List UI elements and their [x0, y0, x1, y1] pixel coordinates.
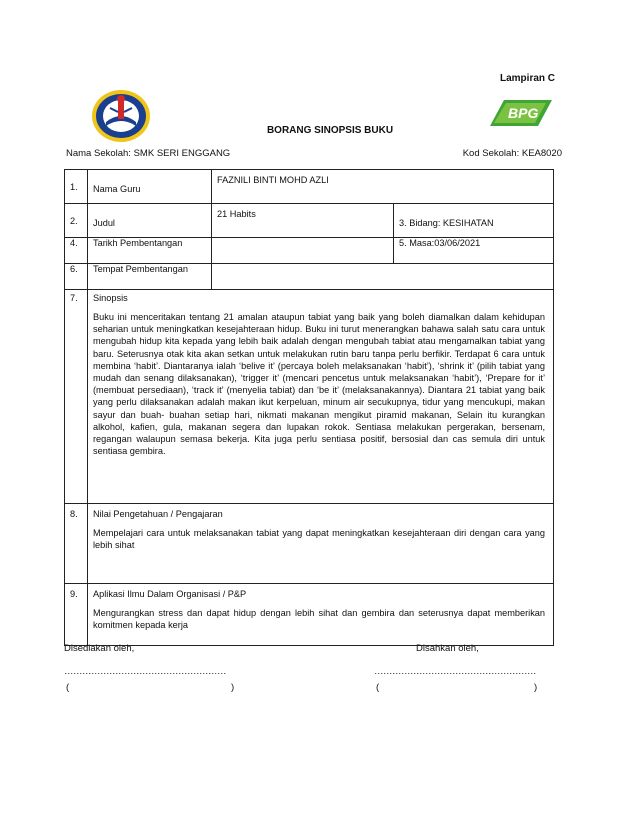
field-label-tarikh: Tarikh Pembentangan [88, 238, 212, 264]
form-title: BORANG SINOPSIS BUKU [266, 125, 394, 136]
school-code: Kod Sekolah: KEA8020 [462, 148, 562, 159]
school-name: Nama Sekolah: SMK SERI ENGGANG [66, 148, 231, 159]
nilai-text: Mempelajari cara untuk melaksanakan tabiat yang dapat meningkatkan kesejahteraan diri dengan cara yang lebih sihat [93, 528, 546, 551]
bpg-logo-text: BPG [508, 105, 539, 121]
field-masa: 5. Masa:03/06/2021 [394, 238, 554, 264]
prepared-signature-line: ……………………………………………… [64, 666, 226, 677]
row-number: 8. [65, 504, 88, 584]
approved-name-open: ( [376, 682, 380, 693]
row-aplikasi [65, 584, 554, 646]
approved-by-label: Disahkan oleh, [416, 643, 479, 654]
row-number: 1. [65, 170, 88, 204]
field-value-nama-guru: FAZNILI BINTI MOHD AZLI [212, 170, 554, 204]
field-value-tempat [212, 264, 554, 290]
field-value-judul: 21 Habits [212, 204, 394, 238]
row-nama-guru [65, 170, 554, 204]
row-number: 9. [65, 584, 88, 646]
approved-signature-line: ……………………………………………… [374, 666, 536, 677]
row-number: 4. [65, 238, 88, 264]
field-value-tarikh [212, 238, 394, 264]
aplikasi-cell [88, 584, 554, 646]
row-tempat [65, 264, 554, 290]
synopsis-form-table [64, 169, 554, 646]
field-label-nama-guru: Nama Guru [88, 170, 212, 204]
row-number: 6. [65, 264, 88, 290]
row-tarikh [65, 238, 554, 264]
row-nilai [65, 504, 554, 584]
sinopsis-cell [88, 290, 554, 504]
row-sinopsis [65, 290, 554, 504]
prepared-name-close: ) [231, 682, 235, 693]
prepared-name-open: ( [66, 682, 70, 693]
nilai-cell [88, 504, 554, 584]
prepared-by-label: Disediakan oleh, [64, 643, 135, 654]
aplikasi-text: Mengurangkan stress dan dapat hidup dengan lebih sihat dan gembira dan seterusnya dapat memberikan komitmen kepada kerja [93, 608, 546, 631]
field-label-sinopsis: Sinopsis [93, 293, 128, 303]
row-number: 2. [65, 204, 88, 238]
approved-name-close: ) [534, 682, 538, 693]
sinopsis-text: Buku ini menceritakan tentang 21 amalan ataupun tabiat yang baik yang boleh diamalkan dalam kehidupan seharian untuk meningkatkan kesejahteraan hidup. Buku ini turut menerangkan bahawa salah satu cara untuk mengubah hidup kita kepada yang lebih baik adalah dengan mengubah tabiat atau mengamalkan tabiat yang baru. Seterusnya otak kita akan setkan untuk melakukan rutin baru tanpa perlu berfikir. Terdapat 6 cara untuk membina ‘habit’. Diantaranya ialah ‘belive it’ (percaya boleh melaksanakan ‘habit’), ‘shrink it’ (pilih tabiat yang mudah dan senang dilaksanakan), ‘trigger it’ (mencari pencetus untuk melaksanakan ‘habit’), ‘Prepare for it’ (membuat persediaan), ‘track it’ (menyelia tabiat) dan ‘be it’ (melaksanakannya). Diantara 21 tabiat yang baik yang perlu dilaksanakan adalah makan ikut kerpeluan, minum air secukupnya, tidur yang mencukupi, makan sayur dan buah- buahan setiap hari, nikmati makanan mengikut piramid makanan, Selain itu kurangkan alkohol, kafien, gula, makanan segera dan lupakan rokok. Sentiasa melakukan pergerakan, bersenam, regangan walaupun semasa bekerja. Kita juga perlu sentiasa positif, bersosial dan cas semula diri untuk sentiasa gembira. [93, 312, 546, 457]
row-judul [65, 204, 554, 238]
lampiran-label: Lampiran C [500, 73, 556, 84]
field-bidang: 3. Bidang: KESIHATAN [394, 204, 554, 238]
field-label-judul: Judul [88, 204, 212, 238]
row-number: 7. [65, 290, 88, 504]
field-label-nilai: Nilai Pengetahuan / Pengajaran [93, 509, 223, 519]
field-label-tempat: Tempat Pembentangan [88, 264, 212, 290]
field-label-aplikasi: Aplikasi Ilmu Dalam Organisasi / P&P [93, 589, 247, 599]
